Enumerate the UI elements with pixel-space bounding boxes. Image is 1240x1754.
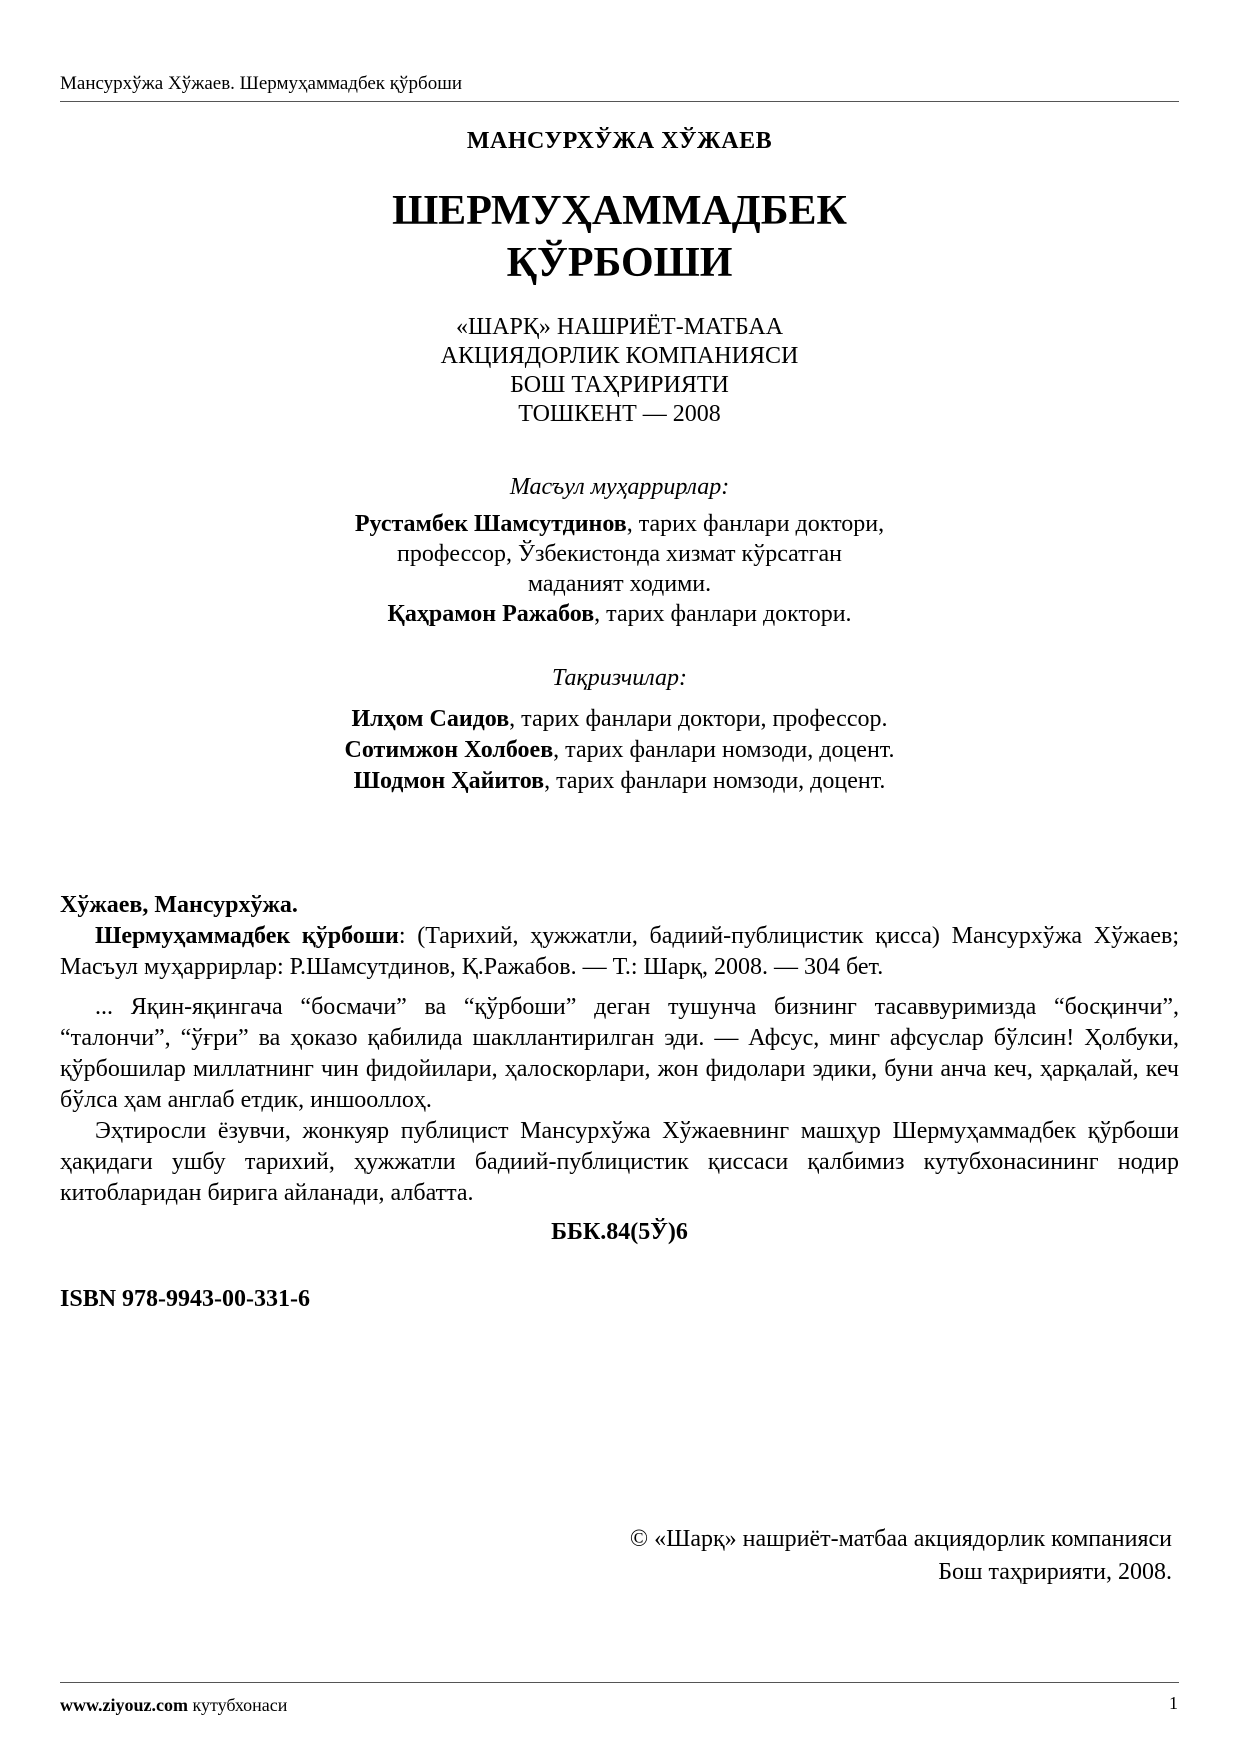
publisher-line-3: БОШ ТАҲРИРИЯТИ [510,372,729,398]
editor-2-name: Қаҳрамон Ражабов [387,601,595,627]
reviewer-2-credentials: , тарих фанлари номзоди, доцент. [553,737,895,763]
book-title-line-1: ШЕРМУҲАММАДБЕК [392,188,847,234]
reviewers-heading: Тақризчилар: [552,665,687,691]
annotation-paragraph-2: Эҳтиросли ёзувчи, жонкуяр публицист Мансурхўжа Хўжаевнинг машҳур Шермуҳаммадбек қўрбоши ҳақидаги ушбу тарихий, ҳужжатли бадиий-публицистик қиссаси қалбимиз кутубхонасининг нодир китобларидан бирига айланади, албатта. [60,1118,1179,1206]
editor-1 [60,509,1179,539]
publisher-block [60,313,1179,429]
footer-site-link[interactable]: www.ziyouz.com [60,1695,188,1715]
editor-1-line-3: маданият ходими. [527,571,712,597]
publisher-line-2: АКЦИЯДОРЛИК КОМПАНИЯСИ [440,343,799,369]
biblio-author-heading [60,890,1179,921]
annotation-paragraph-1: ... Яқин-яқингача “босмачи” ва “қўрбоши” деган тушунча бизнинг тасаввуримизда “босқинчи”, “талончи”, “ўғри” ва ҳоказо қабилида шакллантирилган эди. — Афсус, минг афсуслар бўлсин! Ҳолбуки, қўрбошилар миллатнинг чин фидойилари, ҳалоскорлари, жон фидолари эдики, буни анча кеч, ҳарқалай, кеч бўлса ҳам англаб етдик, иншооллоҳ. [60,994,1179,1113]
bibliographic-record [60,890,1179,1248]
reviewer-3 [60,766,1179,797]
footer-rule [60,1682,1179,1683]
running-header: Мансурхўжа Хўжаев. Шермуҳаммадбек қўрбоши [60,73,462,94]
copyright-line-1: © «Шарқ» нашриёт-матбаа акциядорлик компанияси [629,1526,1172,1552]
publisher-line-1: «ШАРҚ» НАШРИЁТ-МАТБАА [455,314,784,340]
reviewer-1-credentials: , тарих фанлари доктори, профессор. [509,706,888,732]
reviewer-3-credentials: , тарих фанлари номзоди, доцент. [544,768,886,794]
reviewer-1-name: Илҳом Саидов [351,706,510,732]
editor-1-line-2: профессор, Ўзбекистонда хизмат кўрсатган [397,541,842,567]
reviewers-list [60,704,1179,797]
book-title [60,185,1179,289]
reviewer-3-name: Шодмон Ҳайитов [353,768,545,794]
copyright-notice [630,1523,1172,1589]
editor-2-credentials: , тарих фанлари доктори. [594,601,852,627]
biblio-book-details: : (Тарихий, ҳужжатли, бадиий-публицистик қисса) Мансурхўжа Хўжаев; Масъул муҳаррирлар: Р.Шамсутдинов, Қ.Ражабов. — Т.: Шарқ, 2008. — 304 бет. [60,923,1179,980]
biblio-description [60,921,1179,983]
editor-1-name: Рустамбек Шамсутдинов [354,511,627,537]
bbk-code: ББК.84(5Ў)6 [551,1219,688,1245]
footer-site-suffix: кутубхонаси [187,1695,288,1715]
reviewer-1 [60,704,1179,735]
copyright-line-2: Бош таҳририяти, 2008. [938,1559,1172,1585]
book-author: МАНСУРХЎЖА ХЎЖАЕВ [466,128,773,154]
editor-2 [60,599,1179,629]
header-rule [60,101,1179,102]
reviewer-2 [60,735,1179,766]
book-title-line-2: ҚЎРБОШИ [506,240,733,286]
editors-heading: Масъул муҳаррирлар: [509,474,730,500]
biblio-author: Хўжаев, Мансурхўжа. [60,892,298,918]
publisher-line-4: ТОШКЕНТ — 2008 [518,401,721,427]
isbn: ISBN 978-9943-00-331-6 [60,1286,310,1312]
reviewer-2-name: Сотимжон Холбоев [344,737,554,763]
page-number: 1 [1169,1693,1178,1713]
footer-source [60,1694,287,1716]
biblio-book-title: Шермуҳаммадбек қўрбоши [95,923,399,949]
editor-1-credentials: , тарих фанлари доктори, [626,511,885,537]
editors-list [60,509,1179,629]
